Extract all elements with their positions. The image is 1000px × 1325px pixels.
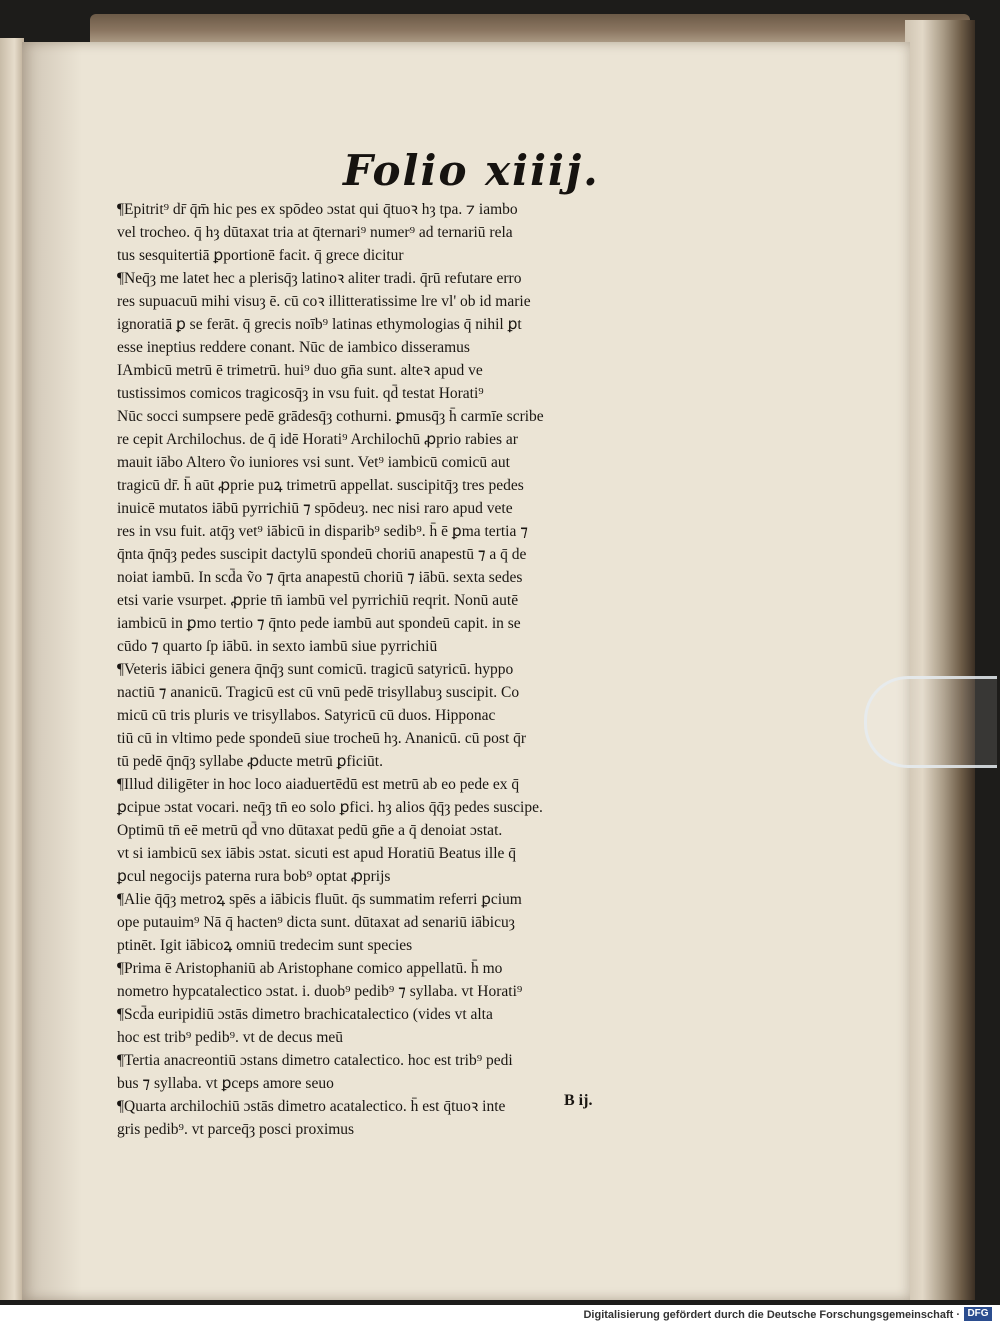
text-line: tragicū dr̄. h̄ aūt ꝓprie puꝝ trimetrū appellat. suscipitq̄ȝ tres pedes bbox=[117, 477, 524, 494]
text-line: micū cū tris pluris ve trisyllabos. Satyricū cū duos. Hipponac bbox=[117, 707, 496, 724]
text-line: nactiū ⁊ ananicū. Tragicū est cū vnū pedē trisyllabuȝ suscipit. Co bbox=[117, 684, 520, 701]
text-line: tus sesquitertiā ꝑportionē facit. q̄ grece dicitur bbox=[117, 247, 404, 264]
text-line: ¶Tertia anacreontiū ɔstans dimetro catalectico. hoc est trib⁹ pedi bbox=[117, 1052, 513, 1069]
text-line: mauit iābo Altero ṽo iuniores vsi sunt. Vet⁹ iambicū comicū aut bbox=[117, 454, 510, 471]
text-line: ¶Scd̄a euripidiū ɔstās dimetro brachicatalectico (vides vt alta bbox=[117, 1006, 493, 1023]
text-line: tū pedē q̄nq̄ȝ syllabe ꝓducte metrū ꝑficiūt. bbox=[117, 753, 383, 770]
book-fore-edge bbox=[905, 20, 975, 1300]
text-line: re cepit Archilochus. de q̄ idē Horati⁹ Archilochū ꝓprio rabies ar bbox=[117, 431, 518, 448]
text-line: gris pedib⁹. vt parceq̄ȝ posci proximus bbox=[117, 1121, 355, 1138]
text-line: Optimū tn̄ eē metrū qd̄ vno dūtaxat pedū gn̄e a q̄ denoiat ɔstat. bbox=[117, 822, 503, 839]
page-clip-icon bbox=[864, 676, 997, 768]
text-line: ignoratiā ꝑ se ferāt. q̄ grecis noīb⁹ latinas ethymologias q̄ nihil ꝑt bbox=[117, 316, 522, 333]
text-line: ꝑcipue ɔstat vocari. neq̄ȝ tn̄ eo solo ꝑfici. hȝ alios q̄q̄ȝ pedes suscipe. bbox=[117, 799, 543, 816]
footer-credit: Digitalisierung gefördert durch die Deutsche Forschungsgemeinschaft · bbox=[583, 1309, 960, 1321]
folio-heading: Folio xiiij. bbox=[343, 146, 600, 195]
text-line: nometro hypcatalectico ɔstat. i. duob⁹ pedib⁹ ⁊ syllaba. vt Horati⁹ bbox=[117, 983, 523, 1000]
text-line: noiat iambū. In scd̄a ṽo ⁊ q̄rta anapestū choriū ⁊ iābū. sexta sedes bbox=[117, 569, 523, 586]
text-line: bus ⁊ syllaba. vt ꝑceps amore seuo bbox=[117, 1075, 334, 1092]
dfg-logo: DFG bbox=[964, 1307, 992, 1321]
text-line: ¶Epitrit⁹ dr̄ q̄m̄ hic pes ex spōdeo ɔstat qui q̄tuoꝛ hȝ tpa. ⁊ iambo bbox=[117, 201, 518, 218]
signature-mark: B ij. bbox=[564, 1092, 593, 1109]
text-line: esse ineptius reddere conant. Nūc de iambico disseramus bbox=[117, 339, 470, 356]
text-line: inuicē mutatos iābū pyrrichiū ⁊ spōdeuȝ. nec nisi raro apud vete bbox=[117, 500, 513, 517]
text-line: ptinēt. Igit iābicoꝝ omniū tredecim sunt species bbox=[117, 937, 413, 954]
text-line: hoc est trib⁹ pedib⁹. vt de decus meū bbox=[117, 1029, 344, 1046]
text-line: tustissimos comicos tragicosq̄ȝ in vsu fuit. qd̄ testat Horati⁹ bbox=[117, 385, 484, 402]
facing-page-edge bbox=[0, 38, 24, 1300]
text-line: ¶Alie q̄q̄ȝ metroꝝ spēs a iābicis fluūt. q̄s summatim referri ꝑcium bbox=[117, 891, 522, 908]
text-line: vel trocheo. q̄ hȝ dūtaxat tria at q̄ternari⁹ numer⁹ ad ternariū rela bbox=[117, 224, 513, 241]
gutter-shadow bbox=[22, 42, 82, 1300]
text-line: Nūc socci sumpsere pedē grādesq̄ȝ cothurni. ꝑmusq̄ȝ h̄ carmīe scribe bbox=[117, 408, 544, 425]
text-line: IAmbicū metrū ē trimetrū. hui⁹ duo gn̄a sunt. alteꝛ apud ve bbox=[117, 362, 483, 379]
body-text bbox=[117, 198, 677, 1141]
text-line: ope putauim⁹ Nā q̄ hacten⁹ dicta sunt. dūtaxat ad senariū iābicuȝ bbox=[117, 914, 515, 931]
text-line: vt si iambicū sex iābis ɔstat. sicuti est apud Horatiū Beatus ille q̄ bbox=[117, 845, 517, 862]
text-line: ¶Prima ē Aristophaniū ab Aristophane comico appellatū. h̄ mo bbox=[117, 960, 503, 977]
text-line: q̄nta q̄nq̄ȝ pedes suscipit dactylū spondeū choriū anapestū ⁊ a q̄ de bbox=[117, 546, 527, 563]
text-line: etsi varie vsurpet. ꝓprie tn̄ iambū vel pyrrichiū reqrit. Nonū autē bbox=[117, 592, 519, 609]
text-line: ¶Veteris iābici genera q̄nq̄ȝ sunt comicū. tragicū satyricū. hyppo bbox=[117, 661, 514, 678]
text-line: ꝑcul negocijs paterna rura bob⁹ optat ꝓprijs bbox=[117, 868, 391, 885]
text-line: res in vsu fuit. atq̄ȝ vet⁹ iābicū in disparib⁹ sedib⁹. h̄ ē ꝑma tertia ⁊ bbox=[117, 523, 528, 540]
text-line: tiū cū in vltimo pede spondeū siue trocheū hȝ. Ananicū. cū post q̄r bbox=[117, 730, 527, 747]
text-line: res supuacuū mihi visuȝ ē. cū coꝛ illitteratissime lre vl' ob id marie bbox=[117, 293, 531, 310]
text-line: iambicū in ꝑmo tertio ⁊ q̄nto pede iambū aut spondeū capit. in se bbox=[117, 615, 521, 632]
text-line: cūdo ⁊ quarto ſp iābū. in sexto iambū siue pyrrichiū bbox=[117, 638, 438, 655]
text-line: ¶Quarta archilochiū ɔstās dimetro acatalectico. h̄ est q̄tuoꝛ inte bbox=[117, 1098, 506, 1115]
text-line: ¶Neq̄ȝ me latet hec a plerisq̄ȝ latinoꝛ aliter tradi. q̄rū refutare erro bbox=[117, 270, 522, 287]
text-line: ¶Illud diligēter in hoc loco aiaduertēdū est metrū ab eo pede ex q̄ bbox=[117, 776, 520, 793]
